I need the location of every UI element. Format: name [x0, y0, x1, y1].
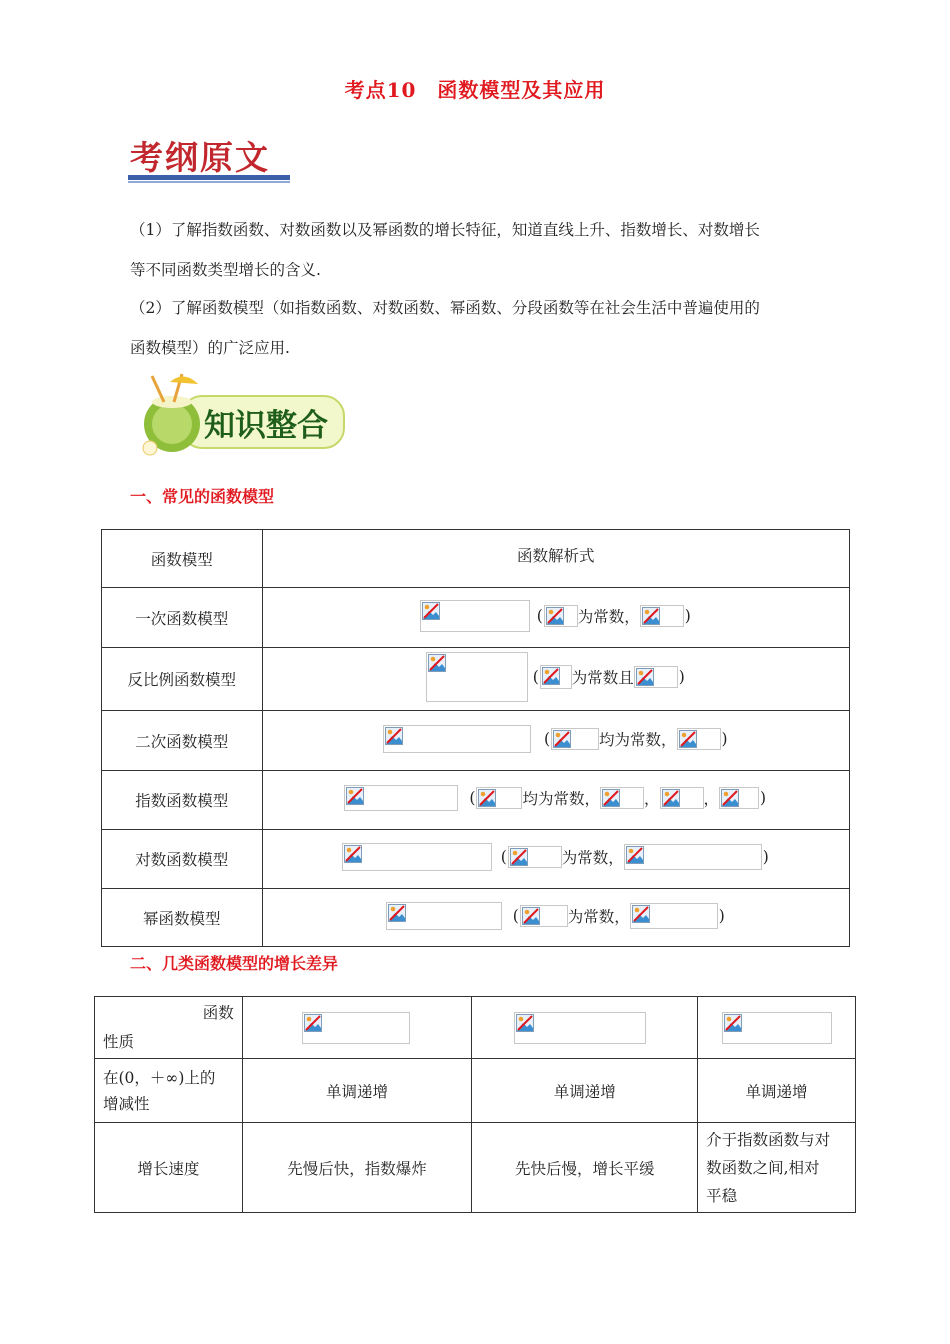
broken-image-icon: [344, 845, 362, 863]
function-models-table: [101, 529, 850, 947]
broken-image-icon: [546, 607, 564, 625]
model-formula: ( 为常数， ): [262, 588, 849, 648]
broken-image-icon: [679, 730, 697, 748]
broken-image-icon: [346, 787, 364, 805]
function-image: [302, 1012, 410, 1044]
table-row: [102, 588, 850, 648]
formula-image: [476, 787, 522, 809]
table-cell: 先快后慢，增长平缓: [472, 1123, 698, 1213]
model-formula: ( 为常数， ): [262, 889, 849, 947]
function-image: [514, 1012, 646, 1044]
row-label: 增长速度: [95, 1123, 243, 1213]
broken-image-icon: [632, 905, 650, 923]
broken-image-icon: [553, 730, 571, 748]
broken-image-icon: [510, 848, 528, 866]
syllabus-line-1: （1）了解指数函数、对数函数以及幂函数的增长特征，知道直线上升、指数增长、对数增长: [130, 221, 760, 239]
model-name: 对数函数模型: [102, 830, 263, 889]
formula-image: [420, 600, 530, 632]
page-title: 考点10 函数模型及其应用: [344, 78, 606, 102]
function-header: [242, 997, 472, 1059]
broken-image-icon: [636, 668, 654, 686]
syllabus-banner: [128, 129, 290, 191]
formula-image: [640, 605, 684, 627]
syllabus-line-4: 函数模型）的广泛应用.: [130, 339, 290, 357]
broken-image-icon: [385, 727, 403, 745]
formula-image: [544, 605, 578, 627]
broken-image-icon: [602, 789, 620, 807]
table-header-row: [102, 530, 850, 588]
formula-image: [634, 666, 678, 688]
table-cell: 单调递增: [242, 1059, 472, 1123]
table-row: [102, 889, 850, 947]
formula-image: [386, 902, 502, 930]
knowledge-banner: [134, 372, 348, 460]
section1-heading: 一、常见的函数模型: [130, 487, 275, 506]
broken-image-icon: [724, 1014, 742, 1032]
formula-image: [551, 728, 599, 750]
formula-image: [624, 844, 762, 870]
syllabus-banner-text: 考纲原文: [130, 138, 270, 177]
table-cell: 单调递增: [698, 1059, 856, 1123]
broken-image-icon: [428, 654, 446, 672]
model-name: 幂函数模型: [102, 889, 263, 947]
broken-image-icon: [642, 607, 660, 625]
broken-image-icon: [388, 904, 406, 922]
table-header-row: [95, 997, 856, 1059]
broken-image-icon: [542, 667, 560, 685]
model-formula: ( 为常数， ): [262, 830, 849, 889]
header-model: 函数模型: [102, 530, 263, 588]
formula-image: [342, 843, 492, 871]
header-formula: 函数解析式: [262, 530, 849, 588]
knowledge-banner-text: 知识整合: [204, 408, 328, 444]
section2-heading: 二、几类函数模型的增长差异: [130, 954, 339, 973]
formula-image: [719, 787, 759, 809]
model-name: 二次函数模型: [102, 711, 263, 771]
syllabus-line-2: 等不同函数类型增长的含义.: [130, 261, 321, 279]
formula-image: [660, 787, 704, 809]
broken-image-icon: [662, 789, 680, 807]
table-row: [95, 1059, 856, 1123]
table-row: [102, 648, 850, 711]
function-header: [698, 997, 856, 1059]
broken-image-icon: [304, 1014, 322, 1032]
model-name: 指数函数模型: [102, 771, 263, 830]
row-label: 在(0，＋∞)上的 增减性: [95, 1059, 243, 1123]
formula-image: [677, 728, 721, 750]
table-row: [95, 1123, 856, 1213]
table-cell: 介于指数函数与对 数函数之间,相对 平稳: [698, 1123, 856, 1213]
formula-image: [600, 787, 644, 809]
formula-image: [520, 905, 568, 927]
table-row: [102, 830, 850, 889]
table-row: [102, 711, 850, 771]
broken-image-icon: [478, 789, 496, 807]
function-image: [722, 1012, 832, 1044]
formula-image: [508, 846, 562, 868]
syllabus-line-3: （2）了解函数模型（如指数函数、对数函数、幂函数、分段函数等在社会生活中普遍使用的: [130, 299, 760, 317]
table-cell: 单调递增: [472, 1059, 698, 1123]
broken-image-icon: [422, 602, 440, 620]
model-name: 一次函数模型: [102, 588, 263, 648]
formula-image: [426, 652, 528, 702]
table-row: [102, 771, 850, 830]
model-name: 反比例函数模型: [102, 648, 263, 711]
model-formula: ( 均为常数， ， ， ): [262, 771, 849, 830]
model-formula: ( 均为常数， ): [262, 711, 849, 771]
formula-image: [344, 785, 458, 811]
broken-image-icon: [516, 1014, 534, 1032]
formula-image: [383, 725, 531, 753]
broken-image-icon: [721, 789, 739, 807]
broken-image-icon: [522, 907, 540, 925]
formula-image: [540, 665, 572, 689]
growth-comparison-table: [94, 996, 856, 1213]
broken-image-icon: [626, 846, 644, 864]
table-cell: 先慢后快，指数爆炸: [242, 1123, 472, 1213]
formula-image: [630, 903, 718, 929]
corner-cell: 函数 性质: [95, 997, 243, 1059]
function-header: [472, 997, 698, 1059]
model-formula: ( 为常数且 ): [262, 648, 849, 711]
